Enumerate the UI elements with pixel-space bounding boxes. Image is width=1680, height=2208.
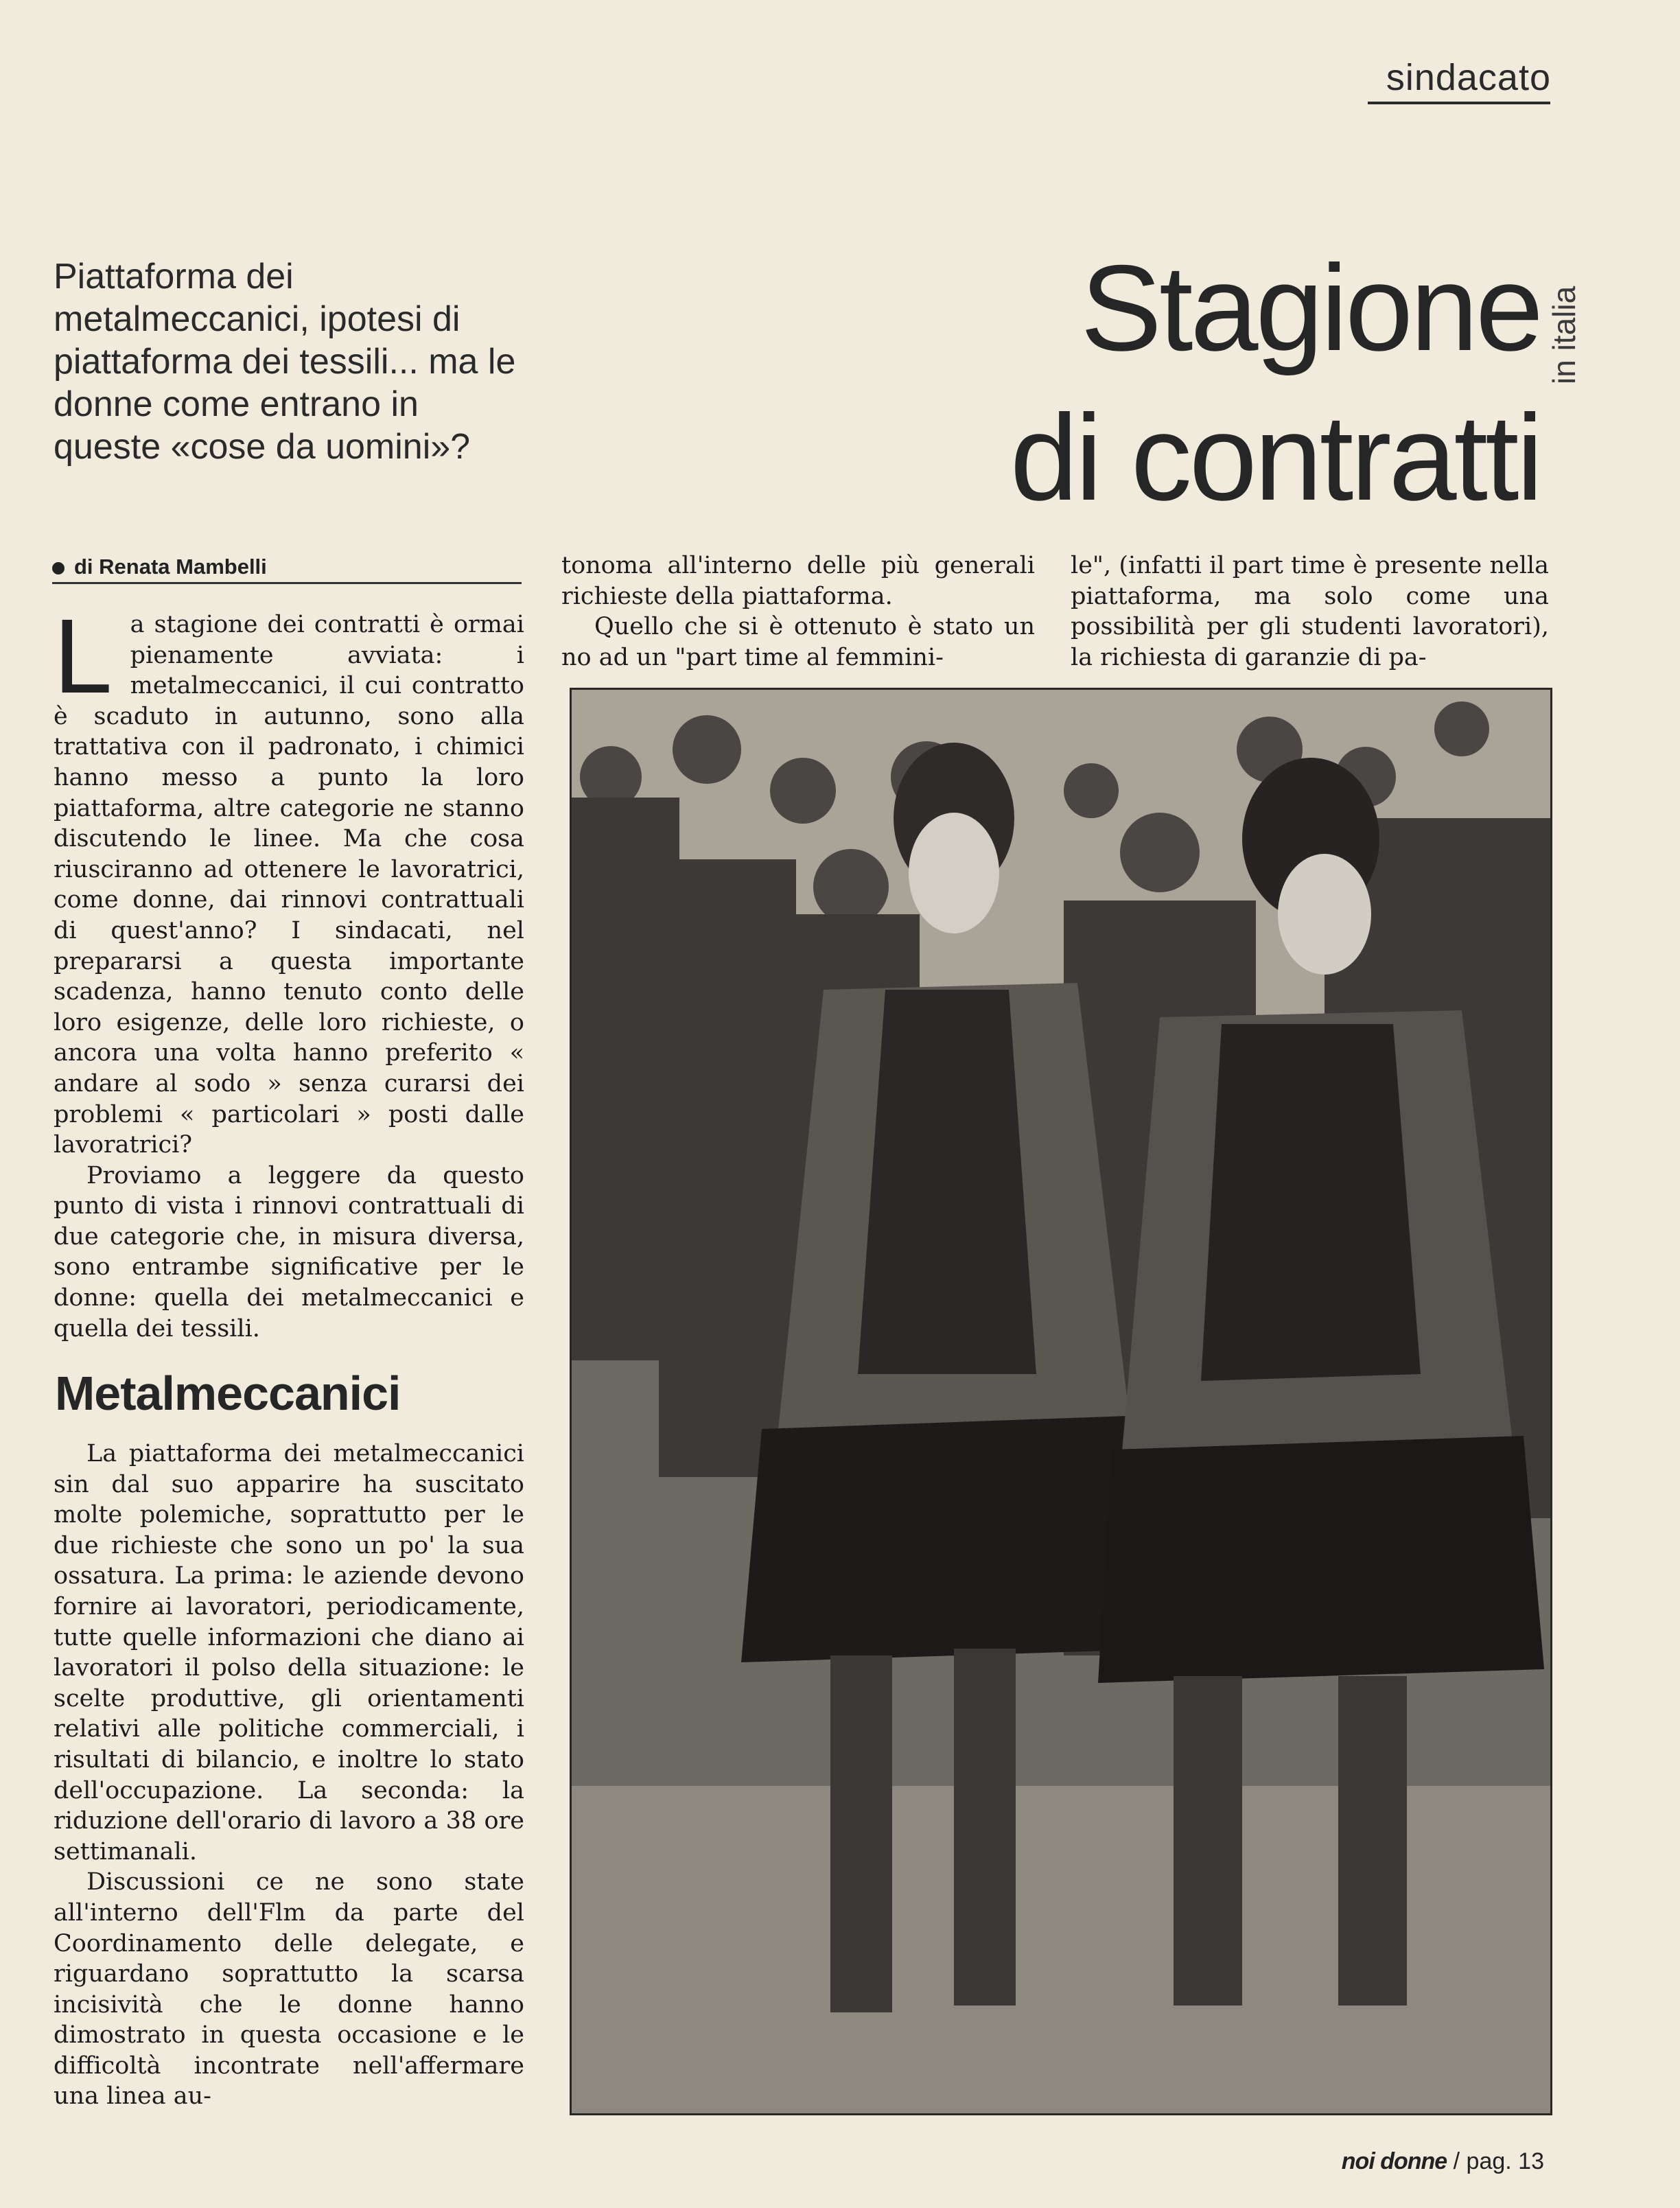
column-1-body	[54, 1439, 524, 2112]
lead-paragraph-1: a stagione dei contratti è ormai pienamente avviata: i metalmeccanici, il cui contratto è scaduto in autunno, sono alla trattativa con il padronato, i chimici hanno messo a punto la loro piattaforma, altre categorie ne stanno discutendo le linee. Ma che cosa riusciranno ad ottenere le lavoratrici, come donne, dai rinnovi contrattuali di quest'anno? I sindacati, nel prepararsi a questa importante scadenza, hanno tenuto conto delle loro esigenze, delle loro richieste, o ancora una volta hanno preferito « andare al sodo » senza curarsi dei problemi « particolari » posti dalle lavoratrici?	[54, 611, 524, 1159]
article-photo	[570, 688, 1552, 2115]
page-number: / pag. 13	[1453, 2148, 1544, 2174]
subheadline: Piattaforma dei metalmeccanici, ipotesi di piattaforma dei tessili... ma le donne come entrano in queste «cose da uomini»?	[54, 257, 516, 467]
column-3-text	[1071, 550, 1549, 673]
body-paragraph-2: Discussioni ce ne sono state all'interno dell'Flm da parte del Coordinamento delle delegate, e riguardano soprattutto la scarsa incisività che le donne hanno dimostrato in questa occasione e le difficoltà incontrate nell'affermare una linea au-	[54, 1868, 524, 2111]
section-rule	[1368, 102, 1550, 104]
section-label: sindacato	[1386, 57, 1551, 98]
column-3-paragraph-1: le", (infatti il part time è presente nella piattaforma, ma solo come una possibilità per gli studenti lavoratori), la richiesta di garanzie di pa-	[1071, 552, 1549, 671]
article-title	[885, 233, 1541, 533]
drop-cap: L	[54, 597, 113, 715]
body-paragraph-1: La piattaforma dei metalmeccanici sin dal suo apparire ha suscitato molte polemiche, soprattutto per le due richieste che sono un po' la sua ossatura. La prima: le aziende devono fornire ai lavoratori, periodicamente, tutte quelle informazioni che diano ai lavoratori il polso della situazione: le scelte produttive, gli orientamenti relativi alle politiche commerciali, i risultati di bilancio, e inoltre lo stato dell'occupazione. La seconda: la riduzione dell'orario di lavoro a 38 ore settimanali.	[54, 1440, 524, 1866]
lead-paragraph-2: Proviamo a leggere da questo punto di vista i rinnovi contrattuali di due categorie che, in misura diversa, sono entrambe significative per le donne: quella dei metalmeccanici e quella dei tessili.	[54, 1161, 524, 1343]
photo-illustration	[570, 688, 1552, 2115]
article-title-line-1: Stagione	[1080, 240, 1541, 376]
article-title-line-2: di contratti	[1010, 389, 1541, 526]
column-2-paragraph-2: Quello che si è ottenuto è stato un no ad un "part time al femmini-	[561, 613, 1035, 671]
byline	[52, 555, 519, 582]
byline-text: di Renata Mambelli	[74, 555, 267, 579]
bullet-icon	[52, 562, 65, 574]
page-footer	[1304, 2148, 1544, 2175]
side-tag: in italia	[1546, 286, 1582, 384]
column-2-paragraph-1: tonoma all'interno delle più generali richieste della piattaforma.	[561, 552, 1035, 610]
subsection-heading: Metalmeccanici	[55, 1367, 401, 1420]
column-1-lead	[54, 597, 524, 1344]
magazine-brand: noi donne	[1341, 2148, 1447, 2174]
byline-rule	[52, 582, 522, 584]
column-2-text	[561, 550, 1035, 673]
